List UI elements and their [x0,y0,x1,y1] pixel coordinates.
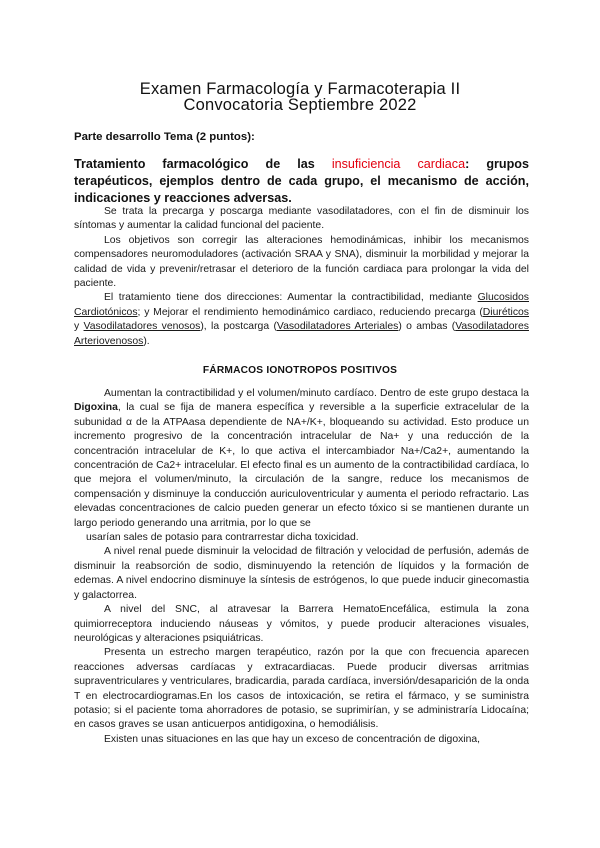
section-label: Parte desarrollo Tema (2 puntos): [74,131,255,143]
heading-inotropos: FÁRMACOS IONOTROPOS POSITIVOS [202,365,398,376]
intro-paragraph-1: Se trata la precarga y poscarga mediante vasodilatadores, con el fin de disminuir los síntomas y aumentar la calidad funcional del paciente. [74,206,529,232]
exam-title: Examen Farmacología y Farmacoterapia II [139,80,461,98]
intro-block [74,205,529,349]
link-diureticos[interactable]: Diuréticos [482,306,529,318]
intro-text-c: y [74,321,84,333]
intro-text-e: ) o ambas ( [398,321,456,333]
exam-session: Convocatoria Septiembre 2022 [183,96,417,114]
intro-paragraph-2: Los objetivos son corregir las alteraciones hemodinámicas, inhibir los mecanismos compensadores neuromoduladores (activación SRAA y SNA), disminuir la morbilidad y mejorar la calidad de vida y prevenir/retrasar el deterioro de la función cardiaca para prolongar la vida del paciente. [74,234,529,290]
exceso-paragraph: Existen unas situaciones en las que hay un exceso de concentración de digoxina, [104,733,481,745]
digoxina-term: Digoxina [74,402,118,414]
link-vasodilatadores-arteriovenosos[interactable]: Vasodilatadores Arteriovenosos [74,321,529,347]
digoxina-text-1: Aumentan la contractibilidad y el volumen/minuto cardíaco. Dentro de este grupo destaca la [104,388,529,399]
topic-suffix: : grupos terapéuticos, ejemplos dentro de cada grupo, el mecanismo de acción, indicaciones y reacciones adversas. [74,157,529,205]
topic-prefix: Tratamiento farmacológico de las [74,157,332,171]
digoxina-text-2: , la cual se fija de manera específica y reversible a la superficie extracelular de la subunidad α de la ATPAasa dependiente de NA+/K+, bloqueando su actividad. Esto produce un incremento progresivo de la concentración intracelular de Na+ y una reducción de la concentración intracelular de K+, lo que activa el intercambiador Na+/Ca2+, aumentando la concentración de Ca2+ intracelular. El efecto final es un aumento de la contractibilidad cardíaca, lo que mejora el volumen/minuto, la circulación de la sangre, reduce los mecanismos de compensación y disminuye la conducción auriculoventricular y aumenta el periodo refractario. Las elevadas concentraciones de calcio pueden generar un efecto tóxico si se mantienen durante un largo periodo generando una arritmia, por lo que se [74,402,529,529]
intro-text-d: ), la postcarga ( [200,321,277,333]
inotropos-block [74,387,529,747]
intro-text-f: ). [143,335,150,347]
intro-text-a: El tratamiento tiene dos direcciones: Aumentar la contractibilidad, mediante [104,292,478,304]
link-vasodilatadores-venosos[interactable]: Vasodilatadores venosos [83,321,201,333]
link-vasodilatadores-arteriales[interactable]: Vasodilatadores Arteriales [276,321,399,333]
intro-text-b: ; y Mejorar el rendimiento hemodinámico cardiaco, reduciendo precarga ( [137,306,483,318]
margen-paragraph: Presenta un estrecho margen terapéutico, razón por la que con frecuencia aparecen reacciones adversas cardíacas y extracardiacas. Puede producir diversas arritmias supraventriculares y ventriculares, bradicardia, parada cardíaca, inversión/desaparición de la onda T en electrocardiogramas.En los casos de intoxicación, se retira el fármaco, y se suministra potasio; si el paciente toma ahorradores de potasio, se suprimirían, y se administraría Lidocaína; en casos graves se usan anticuerpos antidigoxina, o hemodiálisis. [74,647,529,731]
link-glucosidos[interactable]: Glucosidos Cardiotónicos [74,292,529,318]
intro-paragraph-3 [74,291,529,349]
digoxina-paragraph [74,387,529,531]
renal-paragraph: A nivel renal puede disminuir la velocidad de filtración y velocidad de perfusión, además de disminuir la reabsorción de sodio, disminuyendo la retención de líquidos y la formación de edemas. A nivel endocrino disminuye la síntesis de estrógenos, lo que puede inducir ginecomastia y galactorrea. [74,546,529,601]
topic-highlight: insuficiencia cardiaca [331,157,466,171]
topic-statement [74,156,529,207]
snc-paragraph: A nivel del SNC, al atravesar la Barrera HematoEncefálica, estimula la zona quimiorreceptora induciendo náuseas y vómitos, y puede producir alteraciones visuales, neurológicas y alteraciones psiquiátricas. [74,604,529,644]
digoxina-continuation: usarían sales de potasio para contrarrestar dicha toxicidad. [86,532,359,544]
